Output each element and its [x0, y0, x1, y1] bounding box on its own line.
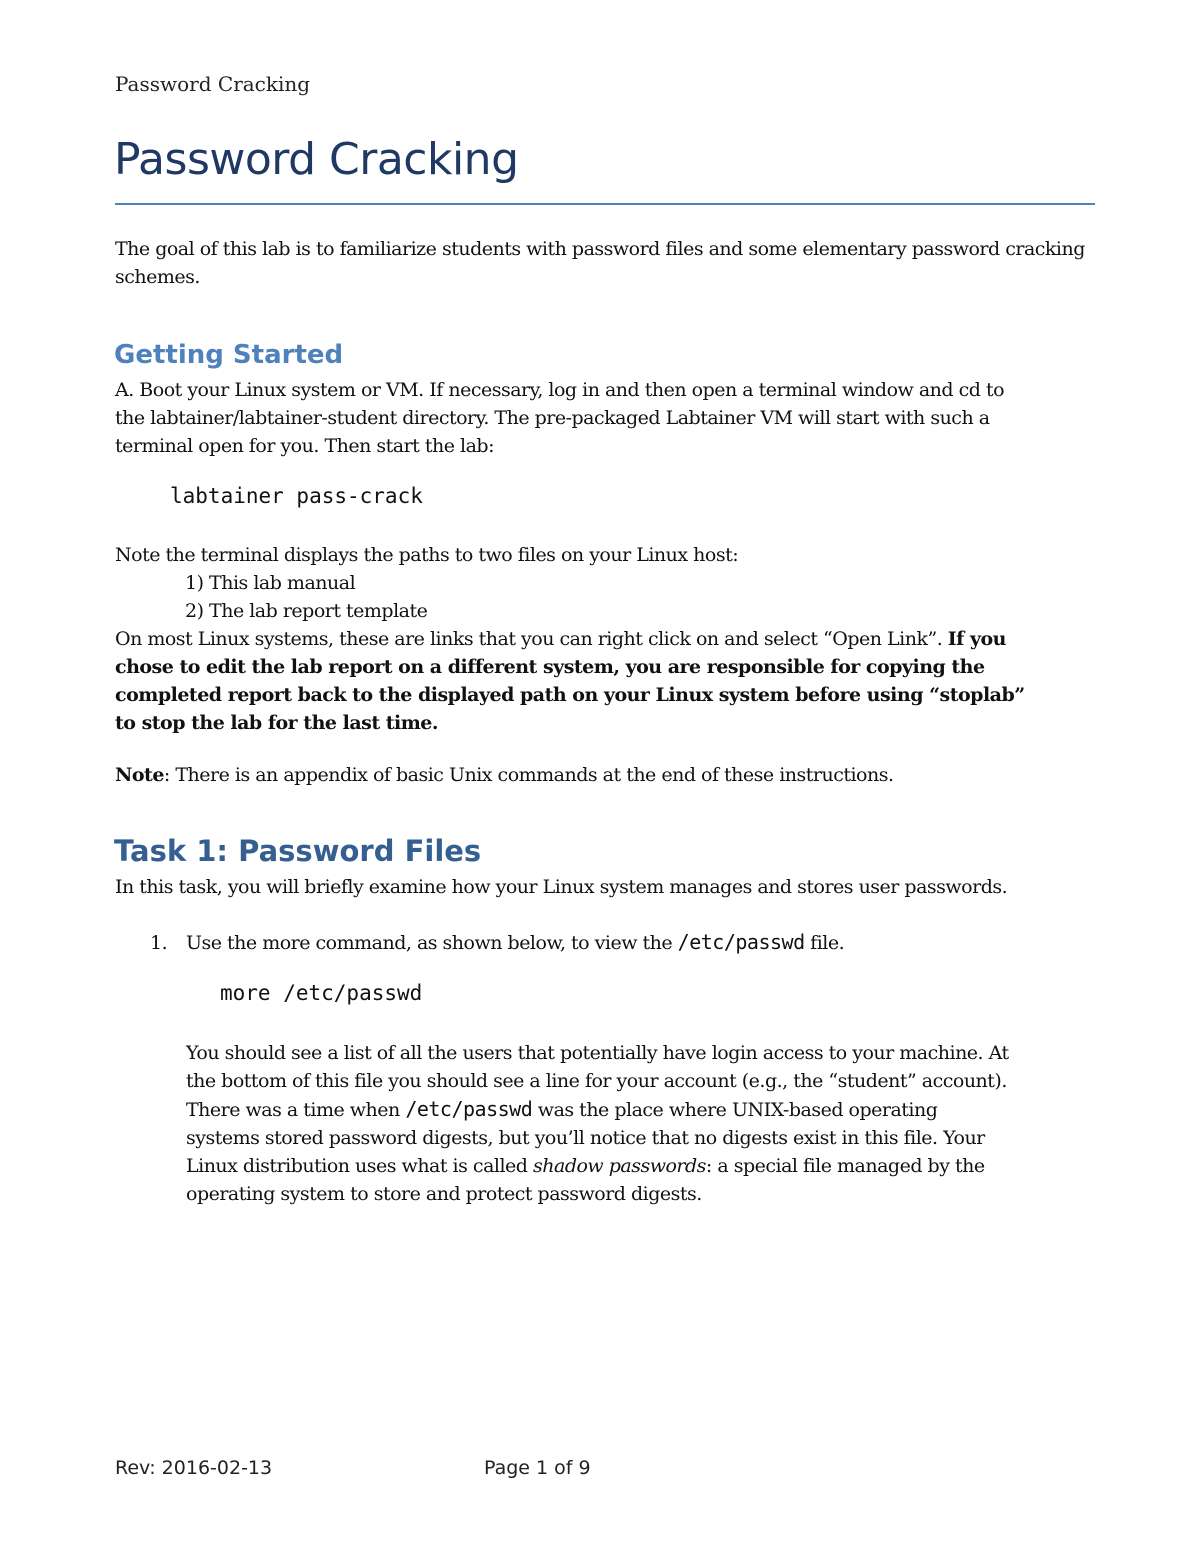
command-labtainer: labtainer pass-crack — [170, 484, 423, 508]
list-item: 1) This lab manual — [185, 572, 356, 594]
note-paths-line: Note the terminal displays the paths to two files on your Linux host: — [115, 544, 739, 566]
list-item: 2) The lab report template — [185, 600, 428, 622]
explanation-line-3 — [186, 1095, 1100, 1124]
getting-started-line-2: the labtainer/labtainer-student directory. The pre-packaged Labtainer VM will start with such a — [115, 407, 990, 429]
heading-getting-started: Getting Started — [114, 340, 344, 370]
getting-started-paragraph — [115, 376, 1100, 460]
page-title: Password Cracking — [114, 134, 519, 185]
task-1-intro: In this task, you will briefly examine how your Linux system manages and stores user passwords. — [115, 876, 1008, 898]
links-line-1-normal: On most Linux systems, these are links that you can right click on and select “Open Link”. — [115, 628, 948, 650]
running-header: Password Cracking — [115, 72, 311, 96]
links-line-1-bold: If you — [947, 628, 1006, 650]
explanation-line-5 — [186, 1152, 1100, 1180]
explanation-path: /etc/passwd — [405, 1097, 533, 1121]
links-bold-line-2: chose to edit the lab report on a different system, you are responsible for copying the — [115, 656, 985, 678]
appendix-note — [115, 761, 1100, 789]
title-divider — [115, 203, 1095, 205]
explanation-line-4: systems stored password digests, but you’ll notice that no digests exist in this file. Your — [186, 1127, 985, 1149]
step-path: /etc/passwd — [677, 930, 805, 954]
heading-task-1: Task 1: Password Files — [114, 834, 482, 868]
step-text-before: Use the more command, as shown below, to view the — [186, 932, 678, 954]
command-more-passwd: more /etc/passwd — [220, 981, 423, 1005]
getting-started-line-3: terminal open for you. Then start the lab: — [115, 435, 494, 457]
step-text-after: file. — [804, 932, 845, 954]
note-label: Note — [115, 764, 164, 786]
getting-started-line-1: A. Boot your Linux system or VM. If necessary, log in and then open a terminal window and cd to — [115, 379, 1005, 401]
note-text: : There is an appendix of basic Unix commands at the end of these instructions. — [163, 764, 894, 786]
footer-revision: Rev: 2016-02-13 — [115, 1457, 273, 1479]
links-bold-line-3: completed report back to the displayed path on your Linux system before using “stoplab” — [115, 684, 1025, 706]
explanation-line-3-before: There was a time when — [186, 1099, 406, 1121]
note-paths-paragraph — [115, 541, 1100, 737]
task-1-explanation — [186, 1039, 1100, 1208]
explanation-line-1: You should see a list of all the users that potentially have login access to your machine. At — [186, 1042, 1009, 1064]
intro-paragraph: The goal of this lab is to familiarize students with password files and some elementary password cracking schemes. — [115, 238, 1085, 288]
task-1-step-1 — [150, 928, 1100, 957]
explanation-line-5-before: Linux distribution uses what is called — [186, 1155, 533, 1177]
explanation-line-3-after: was the place where UNIX-based operating — [532, 1099, 938, 1121]
links-line-1 — [115, 625, 1100, 653]
explanation-line-2: the bottom of this file you should see a line for your account (e.g., the “student” account). — [186, 1070, 1007, 1092]
step-number: 1. — [150, 932, 168, 954]
links-bold-line-4: to stop the lab for the last time. — [115, 712, 439, 734]
explanation-line-6: operating system to store and protect password digests. — [186, 1183, 702, 1205]
explanation-line-5-after: : a special file managed by the — [705, 1155, 985, 1177]
footer-page-number: Page 1 of 9 — [484, 1457, 591, 1479]
explanation-italic-term: shadow passwords — [533, 1155, 706, 1177]
